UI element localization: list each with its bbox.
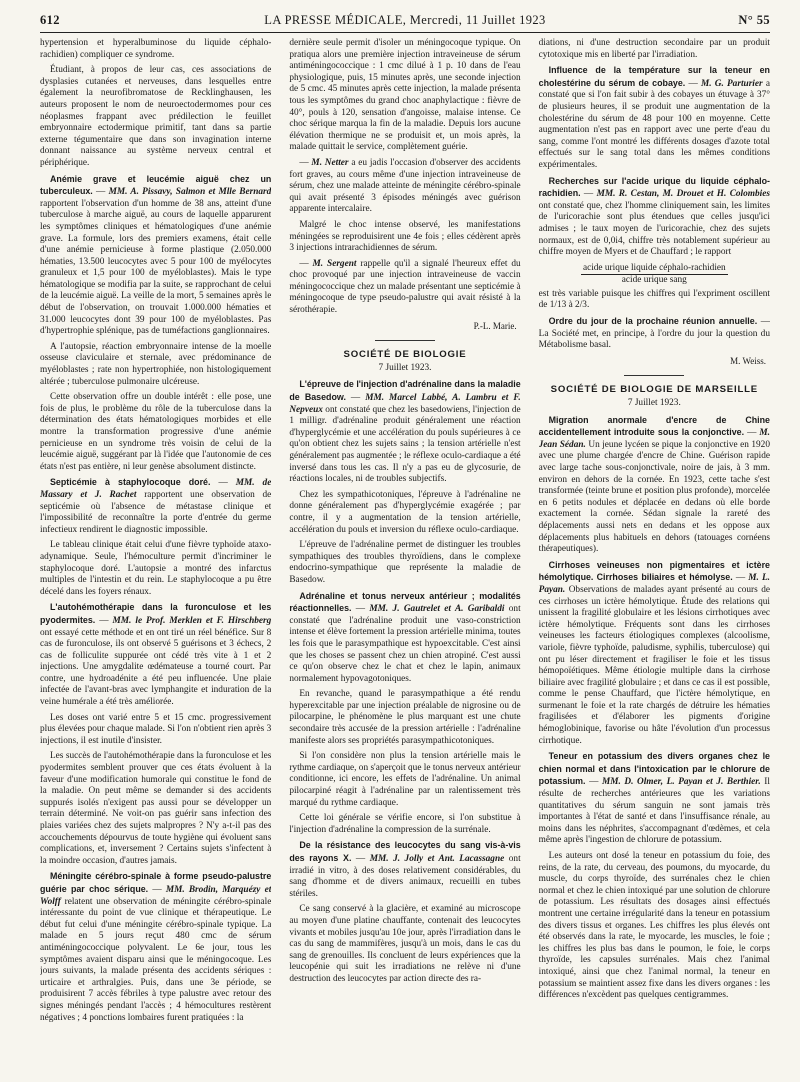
- article-text: ont constaté que, chez l'homme cliniquement sain, les limites de l'uricorachie sont plus étendues que celles jusqu'ici admises ; le taux moyen de l'uricorachie, chez des sujets normaux, est de 0,0i4, chiffre très notablement supérieur au chiffre moyen de Myers et de Chauffard ; le rapport: [538, 200, 770, 258]
- paragraph: dernière seule permit d'isoler un méningocoque typique. On pratiqua alors une première injection intraveineuse de sérum antiméningococcique : 1 cmc dilué à 1 p. 10 dans de l'eau physiologique, puis, 15 minutes après, une seconde injection de 5 cmc. 45 minutes après cette injection, la malade présenta tous les symptômes du grand choc anaphylactique : fièvre de 40°, pouls à 120, sensation d'angoisse, malaise intense. Ce choc sérique marqua la fin de la maladie. Depuis lors aucune élévation thermique ne se produisit et, un mois après, la malade quittait le service, complètement guérie.: [289, 38, 521, 153]
- article-title: Cirrhoses veineuses non pigmentaires et ictère hémolytique. Cirrhoses biliaires et hémolyse.: [538, 559, 770, 583]
- article-title: Recherches sur l'acide urique du liquide céphalo-rachidien.: [538, 175, 770, 199]
- paragraph: Les succès de l'autohémothérapie dans la furonculose et les pyodermites semblent prouver que ces états évoluent à la faveur d'une modification humorale qui constitue le fond de la maladie. On peut même se demander si des accidents suppurés isolés n'exigent pas aussi pour se développer un terrain déterminé. Ne voit-on pas guérir sans infection des plaies variées chez des sujets malpropres ? N'y a-t-il pas des accouchements dépourvus de toute hygiène qui évoluent sans complications, et, inversement ? Certains sujets s'infectent à la moindre occasion, d'autres jamais.: [40, 751, 272, 866]
- article-text: a eu jadis l'occasion d'observer des accidents fort graves, au cours même d'une injection intraveineuse de sérum, chez une malade atteinte de méningite cérébro-spinale qui avait présenté 3 épisodes méningés avec guérison apparente intercalaire.: [289, 157, 521, 215]
- article-text: rappelle qu'il a signalé l'heureux effet du choc provoqué par une injection intraveineuse de vaccin méningococcique chez un malade présentant une septicémie à méningocoque de type pseudo-palustre qui avait résisté à la sérothérapie.: [289, 258, 521, 316]
- paragraph: L'épreuve de l'adrénaline permet de distinguer les troubles sympathiques des troubles thyroïdiens, dans le complexe endocrino-sympathique que représente la maladie de Basedow.: [289, 540, 521, 585]
- comment-sergent: — M. Sergent rappelle qu'il a signalé l'heureux effet du choc provoqué par une injection intraveineuse de vaccin méningococcique chez un malade présentant une septicémie à méningocoque de type pseudo-palustre qui avait résisté à la sérothérapie.: [289, 258, 521, 316]
- paragraph: Les auteurs ont dosé la teneur en potassium du foie, des reins, de la rate, du cerveau, des poumons, du myocarde, du muscle, du corps thyroïde, des surrénales chez le chien normal et chez le chien intoxiqué par une solution de chlorure de potassium. Les résultats des dosages ainsi effectués montrent une certaine irrégularité dans la teneur en potassium des divers tissus et organes. Les chiffres les plus élevés ont été observés dans la rate, le myocarde, les muscles, le foie ; les chiffres les plus bas dans le poumon, le foie, le corps thyroïde, les capsules surrénales. Mais chez l'animal intoxiqué, ainsi que chez l'animal normal, la teneur en potassium se maintient assez fixe dans les divers organes : les différences n'excèdent pas quelques centigrammes.: [538, 851, 770, 1001]
- paragraph: est très variable puisque les chiffres qui l'expriment oscillent de 1/13 à 2/3.: [538, 288, 770, 311]
- article-cholesterine: Influence de la température sur la teneur en cholestérine du sérum de cobaye. — M. G. Parturier a constaté que si l'on fait subir à des cobayes un étuvage à 37° de plusieurs heures, il se produit une augmentation de la cholestérine du sérum de 48 pour 100 en moyenne. Cette augmentation n'est pas en rapport avec une perte d'eau du sang, comme l'ont montré les différents dosages d'azote total effectués sur le sang total dans les mêmes conditions expérimentales.: [538, 65, 770, 170]
- paragraph: Malgré le choc intense observé, les manifestations méningées se reproduisirent une 4e fois ; elles cédèrent après 3 injections intrarachidiennes de sérum.: [289, 219, 521, 254]
- article-text: a constaté que si l'on fait subir à des cobayes un étuvage à 37° de plusieurs heures, il se produit une augmentation de la cholestérine du sérum de 48 pour 100 en moyenne. Cette augmentation n'est pas en rapport avec une perte d'eau du sang, comme l'ont montré les différents dosages d'azote total effectués sur le sang total dans les mêmes conditions expérimentales.: [538, 78, 770, 170]
- column-1: [40, 38, 271, 1073]
- article-acide-urique: Recherches sur l'acide urique du liquide céphalo-rachidien. — MM. R. Cestan, M. Drouet et H. Colombies ont constaté que, chez l'homme cliniquement sain, les limites de l'uricorachie sont plus étendues que celles jusqu'ici admises ; le taux moyen de l'uricorachie, chez des sujets normaux, est de 0,0i4, chiffre très notablement supérieur au chiffre moyen de Myers et de Chauffard ; le rapport: [538, 175, 770, 258]
- article-adrenaline-tonus: Adrénaline et tonus nerveux antérieur ; modalités réactionnelles. — MM. J. Gautrelet et A. Garibaldi ont constaté que l'adrénaline produit une vaso-constriction intense et élève fortement la pression artérielle minima, toutes les fois que le parasympathique est hypoexcitable. C'est ainsi que les choses se passent chez un chien atropiné. C'est aussi ce qu'on observe chez le chat et chez le lapin, animaux normalement hypovagotoniques.: [289, 590, 521, 684]
- paragraph: Cette loi générale se vérifie encore, si l'on substitue à l'injection d'adrénaline la compression de la surrénale.: [289, 813, 521, 835]
- article-authors: MM. de Massary et J. Rachet: [40, 478, 272, 500]
- paragraph: Les doses ont varié entre 5 et 15 cmc. progressivement plus élevées pour chaque malade. Si l'on n'obtient rien après 3 injections, il est inutile d'insister.: [40, 712, 272, 746]
- article-text: rapportent une observation de septicémie où l'absence de métastase clinique et l'impossibilité de reconnaître la porte d'entrée du germe infectieux rendirent le diagnostic impossible.: [40, 489, 272, 535]
- article-encre-de-chine: Migration anormale d'encre de Chine accidentellement introduite sous la conjonctive. — M. Jean Sédan. Un jeune lycéen se pique la conjonctive en 1920 avec une plume chargée d'encre de Chine. Guérison rapide avec large tache sous-conjonctivale, noire de jais, à 3 mm. environ en dehors de la cornée. En 1923, cette tache s'est transformée (teinte brune et position plus profonde), morcelée en 6 petits nodules et déplacée en dedans où elle borde exactement la cornée. Sédan signale la rareté des déplacements aussi nets en dedans et les oppose aux déplacements plus habituels en dehors (tatouages cornéens thérapeutiques).: [538, 414, 770, 555]
- divider: [624, 375, 684, 376]
- article-potassium: Teneur en potassium des divers organes chez le chien normal et dans l'intoxication par le chlorure de potassium. — MM. D. Olmer, L. Payan et J. Berthier. Il résulte de recherches antérieures que les variations quantitatives du sérum sanguin ne sont jamais très importantes à l'état de santé et dans l'insuffisance rénale, au moins dans les néphrites, s'accompagnant d'œdèmes, et cela même après l'ingestion de chlorure de potassium.: [538, 751, 770, 846]
- article-authors: MM. Marcel Labbé, A. Lambru et F. Nepveux: [289, 393, 521, 415]
- article-authors: MM. J. Gautrelet et A. Garibaldi: [369, 604, 505, 615]
- article-text: — La Société met, en principe, à l'ordre du jour la question du Métabolisme basal.: [538, 317, 770, 351]
- formula-numerator: acide urique liquide céphalo-rachidien: [581, 263, 728, 276]
- article-title: De la résistance des leucocytes du sang vis-à-vis des rayons X.: [289, 840, 521, 863]
- paragraph: Cette observation offre un double intérêt : elle pose, une fois de plus, le problème du rôle de la tuberculose dans la détermination des états hématologiques morbides et elle montre la transformation progressive d'une anémie pernicieuse en un syndrome très voisin de celui de la leucémie aiguë, suggérant par là l'idée que l'autonomie de ces états n'est pas entière, ni leur genèse absolument distincte.: [40, 392, 272, 472]
- section-title: SOCIÉTÉ DE BIOLOGIE DE MARSEILLE: [550, 384, 758, 396]
- paragraph: Étudiant, à propos de leur cas, ces associations de dysplasies cutanées et nerveuses, dans lesquelles entre également la neurofibromatose de Recklinghausen, les auteurs proposent le nom de neuroectodermomes pour ces néoplasmes frappant avec prédilection le feuillet embryonnaire ectodermique primitif, tant dans sa partie externe tégumentaire que dans son invagination interne donnant naissance au système nerveux central et périphérique.: [40, 65, 272, 168]
- section-date: 7 Juillet 1923.: [627, 398, 681, 409]
- article-authors: MM. D. Olmer, L. Payan et J. Berthier.: [601, 777, 761, 788]
- article-text: relatent une observation de méningite cérébro-spinale intéressante du point de vue clinique et thérapeutique. Le début fut celui d'une méningite cérébro-spinale typique. La malade en 5 jours reçut 480 cmc de sérum antiméningococcique polyvalent. Le 6e jour, tous les symptômes avaient disparu ainsi que le méningocoque. Les jours suivants, la malade présenta des accidents sériques : urticaire et arthralgies. Puis, dans une 3e période, se produisirent 7 accès fébriles à type palustre avec retour des signes méningés pendant l'accès ; 4 hémocultures restèrent négatives ; 4 ponctions lombaires furent pratiquées : la: [40, 896, 272, 1023]
- paragraph: diations, ni d'une destruction secondaire par un produit cytotoxique mis en liberté par l'irradiation.: [538, 38, 770, 60]
- article-title: Teneur en potassium des divers organes chez le chien normal et dans l'intoxication par le chlorure de potassium.: [538, 751, 770, 787]
- article-title: L'autohémothérapie dans la furonculose et les pyodermites.: [40, 602, 272, 625]
- issue-number: N° 55: [738, 13, 770, 27]
- section-date: 7 Juillet 1923.: [378, 362, 432, 373]
- article-title: Méningite cérébro-spinale à forme pseudo-palustre guérie par choc sérique.: [40, 871, 272, 894]
- article-authors: M. Sergent: [312, 258, 357, 269]
- article-columns: [40, 38, 770, 1073]
- article-text: ont essayé cette méthode et en ont tiré un réel bénéfice. Sur 8 cas de furonculose, ils ont observé 5 guérisons et 3 échecs, 2 cas de folliculite suppurée ont cédé très vite à 1 et 2 injections. Une amygdalite œdémateuse a tourné court. Par contre, une hydroadénite a été peu influencée. Une plaie infectée de l'avant-bras avec lymphangite et induration de la veine humérale a été très améliorée.: [40, 627, 272, 708]
- article-title: L'épreuve de l'injection d'adrénaline dans la maladie de Basedow.: [289, 379, 521, 403]
- article-title: Influence de la température sur la teneur en cholestérine du sérum de cobaye.: [538, 65, 770, 88]
- article-authors: MM. J. Jolly et Ant. Lacassagne: [369, 854, 505, 864]
- article-text: Observations de malades ayant présenté au cours de ces cirrhoses un ictère hémolytique. Étude des relations qui unissent la fragilité globulaire et les lésions cirrhotiques avec ictère hémolytique. Fréquents sont dans les cirrhoses veineuses les facteurs étiologiques complexes (alcoolisme, variole, fièvre typhoïde, paludisme, syphilis, tuberculose) qui ont pu léser directement et fragiliser le foie et les tissus hémopoïétiques. Même étiologie multiple dans la cirrhose biliaire avec fragilité globulaire ; et dans ce cas il est possible, comme le pense Chauffard, que l'ictère hémolytique, en surmenant le foie et la rate chargés de détruire les hématies fragilisées et d'élaborer les pigments d'origine hémoglobinique, favorise ou hâte l'évolution d'un processus cirrhotique.: [538, 584, 770, 746]
- article-text: ont constaté que chez les basedowiens, l'injection de 1 milligr. d'adrénaline produit généralement une réaction d'hyperglycémie et une accélération du pouls supérieures à ce qu'on obtient chez les sujets sains ; la tension artérielle n'est généralement pas augmentée ; le réflexe oculo-cardiaque a été inversé dans tous les cas. Il n'y a pas eu de glycosurie, de réactions locales, ni de troubles subjectifs.: [289, 404, 521, 485]
- column-2: [289, 38, 520, 1073]
- paragraph: Ce sang conservé à la glacière, et examiné au microscope au moyen d'une platine chauffante, contenait des leucocytes vivants et mobiles jusqu'au 10e jour, après l'irradiation dans le cas du sang de mammifères, jusqu'à un mois, dans le cas du sang de grenouilles. Ils concluent de leurs expériences que la leucopénie qui suit les irradiations ne relève ni d'une destruction des leucocytes par action directe des ra-: [289, 904, 521, 984]
- signature: P.-L. Marie.: [473, 320, 517, 331]
- article-title: Ordre du jour de la prochaine réunion annuelle.: [548, 316, 758, 327]
- article-text: ont irradié in vitro, à des doses relativement considérables, du sang d'homme et de divers animaux, recueilli en tubes stériles.: [289, 854, 521, 899]
- ratio-formula: [539, 263, 770, 287]
- article-ordre-du-jour: [539, 316, 770, 352]
- article-autohemotherapie: L'autohémothérapie dans la furonculose et les pyodermites. — MM. le Prof. Merklen et F. Hirschberg ont essayé cette méthode et en ont tiré un réel bénéfice. Sur 8 cas de furonculose, ils ont observé 5 guérisons et 3 échecs, 2 cas de folliculite suppurée ont cédé très vite à 1 et 2 injections. Une amygdalite œdémateuse a tourné court. Par contre, une hydroadénite a été peu influencée. Une plaie infectée de l'avant-bras avec lymphangite et induration de la veine humérale a été très améliorée.: [40, 602, 272, 708]
- page-header: [40, 10, 770, 33]
- section-title: SOCIÉTÉ DE BIOLOGIE: [343, 349, 467, 361]
- article-anemie: Anémie grave et leucémie aiguë chez un tuberculeux. — MM. A. Pissavy, Salmon et Mlle Bernard rapportent l'observation d'un homme de 38 ans, atteint d'une tuberculose à marche aiguë, au cours de laquelle apparurent les symptômes cliniques et hématologiques d'une anémie grave. La formule, lors des premiers examens, était celle d'une anémie pernicieuse à forme plastique (2.050.000 hématies, 13.500 leucocytes avec 5 pour 100 de myélocytes granuleux et 1,5 pour 100 de myéloblastes). Mais le type hématologique se modifia par la suite, se rapprochant de celui de la leucémie aiguë. La veille de la mort, 5 semaines après le début de l'observation, on trouvait 1.000.000 hématies et 31.000 leucocytes dont 39 pour 100 de myéloblastes. Pas d'hypertrophie splénique, pas de tuméfactions ganglionnaires.: [40, 173, 272, 337]
- article-meningite: Méningite cérébro-spinale à forme pseudo-palustre guérie par choc sérique. — MM. Brodin, Marquézy et Wolff relatent une observation de méningite cérébro-spinale intéressante du point de vue clinique et thérapeutique. Le début fut celui d'une méningite cérébro-spinale typique. La malade en 5 jours reçut 480 cmc de sérum antiméningococcique polyvalent. Le 6e jour, tous les symptômes avaient disparu ainsi que le méningocoque. Les jours suivants, la malade présenta des accidents sériques : urticaire et arthralgies. Puis, dans une 3e période, se produisirent 7 accès fébriles à type palustre avec retour des signes méningés pendant l'accès ; 4 hémocultures restèrent négatives ; 4 ponctions lombaires furent pratiquées : la: [40, 871, 272, 1023]
- article-authors: M. Jean Sédan.: [538, 428, 770, 450]
- paragraph: Chez les sympathicotoniques, l'épreuve à l'adrénaline ne donne généralement pas d'hyperglycémie exagérée ; par contre, il y a augmentation de la tension artérielle, accélération du pouls et inversion du réflexe oculo-cardiaque.: [289, 489, 521, 535]
- article-title: Septicémie à staphylocoque doré.: [50, 477, 211, 488]
- article-septicemie: Septicémie à staphylocoque doré. — MM. de Massary et J. Rachet rapportent une observation de septicémie où l'absence de métastase clinique et l'impossibilité de reconnaître la porte d'entrée du germe infectieux rendirent le diagnostic impossible.: [40, 477, 272, 535]
- article-authors: M. L. Payan.: [538, 573, 770, 595]
- signature: M. Weiss.: [730, 355, 766, 366]
- article-title: Adrénaline et tonus nerveux antérieur ; modalités réactionnelles.: [289, 590, 521, 614]
- comment-netter: — M. Netter a eu jadis l'occasion d'observer des accidents fort graves, au cours même d'une injection intraveineuse de sérum, chez une malade atteinte de méningite cérébro-spinale qui avait présenté 3 épisodes méningés avec guérison apparente intercalaire.: [289, 157, 521, 215]
- paragraph: hypertension et hyperalbuminose du liquide céphalo-rachidien) compliquer ce syndrome.: [40, 38, 272, 60]
- article-authors: M. Netter: [311, 157, 349, 168]
- article-authors: MM. R. Cestan, M. Drouet et H. Colombies: [596, 189, 770, 200]
- formula-denominator: acide urique sang: [621, 275, 687, 286]
- article-title: Anémie grave et leucémie aiguë chez un tuberculeux.: [40, 173, 272, 197]
- article-authors: MM. le Prof. Merklen et F. Hirschberg: [112, 615, 272, 626]
- paragraph: Le tableau clinique était celui d'une fièvre typhoïde ataxo-adynamique. Seule, l'hémoculture permit d'incriminer le staphylocoque doré. L'autopsie a montré des infarctus multiples de l'intestin et du rein. Le staphylocoque a pu être décelé dans les foyers rénaux.: [40, 540, 272, 597]
- journal-title: LA PRESSE MÉDICALE, Mercredi, 11 Juillet 1923: [264, 13, 546, 27]
- article-text: Il résulte de recherches antérieures que les variations quantitatives du sérum sanguin ne sont jamais très importantes à l'état de santé et dans l'insuffisance rénale, au moins dans les néphrites, s'accompagnant d'œdèmes, et cela même après l'ingestion de chlorure de potassium.: [538, 777, 770, 846]
- page-number: 612: [40, 13, 60, 27]
- article-adrenaline-basedow: L'épreuve de l'injection d'adrénaline dans la maladie de Basedow. — MM. Marcel Labbé, A. Lambru et F. Nepveux ont constaté que chez les basedowiens, l'injection de 1 milligr. d'adrénaline produit généralement une réaction d'hyperglycémie et une accélération du pouls supérieures à ce qu'on obtient chez les sujets sains ; la tension artérielle n'est généralement pas augmentée ; le réflexe oculo-cardiaque a été inversé dans tous les cas. Il n'y a pas eu de glycosurie, de réactions locales, ni de troubles subjectifs.: [289, 379, 521, 485]
- article-title: Migration anormale d'encre de Chine accidentellement introduite sous la conjonctive.: [538, 414, 770, 438]
- paragraph: En revanche, quand le parasympathique a été rendu hyperexcitable par une injection préalable de nigrosine ou de pilocarpine, le phénomène le plus marquant est une chute secondaire très accusée de la pression artérielle : l'adrénaline manifeste alors ses propriétés parasympathicotoniques.: [289, 689, 521, 746]
- article-text: ont constaté que l'adrénaline produit une vaso-constriction intense et élève fortement la pression artérielle minima, toutes les fois que le parasympathique est hypoexcitable. C'est ainsi que les choses se passent chez un chien atropiné. C'est aussi ce qu'on observe chez le chat et chez le lapin, animaux normalement hypovagotoniques.: [289, 604, 521, 684]
- article-text: Un jeune lycéen se pique la conjonctive en 1920 avec une plume chargée d'encre de Chine. Guérison rapide avec large tache sous-conjonctivale, noire de jais, à 3 mm. environ en dehors de la cornée. En 1923, cette tache s'est transformée (teinte brune et position plus profonde), morcelée en 6 petits nodules et déplacée en dedans où elle borde exactement la cornée. Sédan signale la rareté des déplacements aussi nets en dedans et les oppose aux déplacements plus habituels en dehors (tatouages cornéens thérapeutiques).: [538, 439, 770, 555]
- article-authors: MM. Brodin, Marquézy et Wolff: [40, 884, 272, 907]
- divider: [375, 340, 435, 341]
- article-cirrhoses: Cirrhoses veineuses non pigmentaires et ictère hémolytique. Cirrhoses biliaires et hémolyse. — M. L. Payan. Observations de malades ayant présenté au cours de ces cirrhoses un ictère hémolytique. Étude des relations qui unissent la fragilité globulaire et les lésions cirrhotiques avec ictère hémolytique. Fréquents sont dans les cirrhoses veineuses les facteurs étiologiques complexes (alcoolisme, variole, fièvre typhoïde, paludisme, syphilis, tuberculose) qui ont pu léser directement et fragiliser le foie et les tissus hémopoïétiques. Même étiologie multiple dans la cirrhose biliaire avec fragilité globulaire ; et dans ce cas il est possible, comme le pense Chauffard, que l'ictère hémolytique, en surmenant le foie et la rate chargés de détruire les hématies fragilisées et d'élaborer les pigments d'origine hémoglobinique, favorise ou hâte l'évolution d'un processus cirrhotique.: [538, 559, 770, 746]
- column-3: [539, 38, 770, 1073]
- paragraph: A l'autopsie, réaction embryonnaire intense de la moelle osseuse claviculaire et sternale, avec prédominance de myéloblastes ; rate non hypertrophiée, non histologiquement altérée ; tuberculose pulmonaire ulcéreuse.: [40, 341, 272, 387]
- article-leucocytes-rayons-x: De la résistance des leucocytes du sang vis-à-vis des rayons X. — MM. J. Jolly et Ant. Lacassagne ont irradié in vitro, à des doses relativement considérables, du sang d'homme et de divers animaux, recueilli en tubes stériles.: [289, 840, 521, 899]
- article-authors: MM. A. Pissavy, Salmon et Mlle Bernard: [108, 187, 272, 198]
- article-text: rapportent l'observation d'un homme de 38 ans, atteint d'une tuberculose à marche aiguë, au cours de laquelle apparurent les symptômes cliniques et hématologiques d'une anémie grave. La formule, lors des premiers examens, était celle d'une anémie pernicieuse à forme plastique (2.050.000 hématies, 13.500 leucocytes avec 5 pour 100 de myélocytes granuleux et 1,5 pour 100 de myéloblastes). Mais le type hématologique se modifia par la suite, se rapprochant de celui de la leucémie aiguë. La veille de la mort, 5 semaines après le début de l'observation, on trouvait 1.000.000 hématies et 31.000 leucocytes dont 39 pour 100 de myéloblastes. Pas d'hypertrophie splénique, pas de tuméfactions ganglionnaires.: [40, 198, 272, 337]
- paragraph: Si l'on considère non plus la tension artérielle mais le rythme cardiaque, on s'aperçoit que le tonus nerveux antérieur conditionne, ici encore, les effets de l'adrénaline. Un animal pilocarpiné réagit à l'adrénaline par un ralentissement très marqué du rythme cardiaque.: [289, 751, 521, 808]
- article-authors: M. G. Parturier: [700, 78, 763, 89]
